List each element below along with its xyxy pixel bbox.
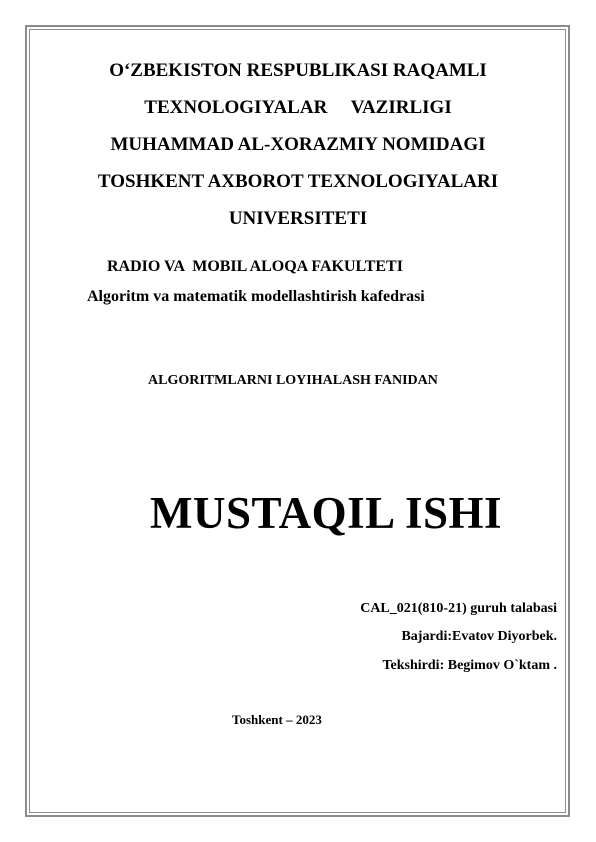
footer-city-year: Toshkent – 2023 — [232, 712, 322, 727]
ministry-line-2: TEXNOLOGIYALAR VAZIRLIGI — [144, 97, 452, 118]
group-info: CAL_021(810-21) guruh talabasi — [360, 601, 557, 616]
document-title: MUSTAQIL ISHI — [150, 488, 503, 538]
ministry-line-1: O‘ZBEKISTON RESPUBLIKASI RAQAMLI — [109, 60, 487, 81]
department-name: Algoritm va matematik modellashtirish kafedrasi — [87, 288, 425, 305]
university-line-1: MUHAMMAD AL-XORAZMIY NOMIDAGI — [110, 134, 486, 155]
checked-by: Tekshirdi: Begimov O`ktam . — [382, 658, 557, 673]
university-line-2: TOSHKENT AXBOROT TEXNOLOGIYALARI — [97, 171, 499, 192]
faculty-name: RADIO VA MOBIL ALOQA FAKULTETI — [107, 258, 403, 275]
performed-by: Bajardi:Evatov Diyorbek. — [401, 629, 557, 644]
subject-name: ALGORITMLARNI LOYIHALASH FANIDAN — [148, 373, 438, 388]
university-line-3: UNIVERSITETI — [228, 208, 368, 229]
